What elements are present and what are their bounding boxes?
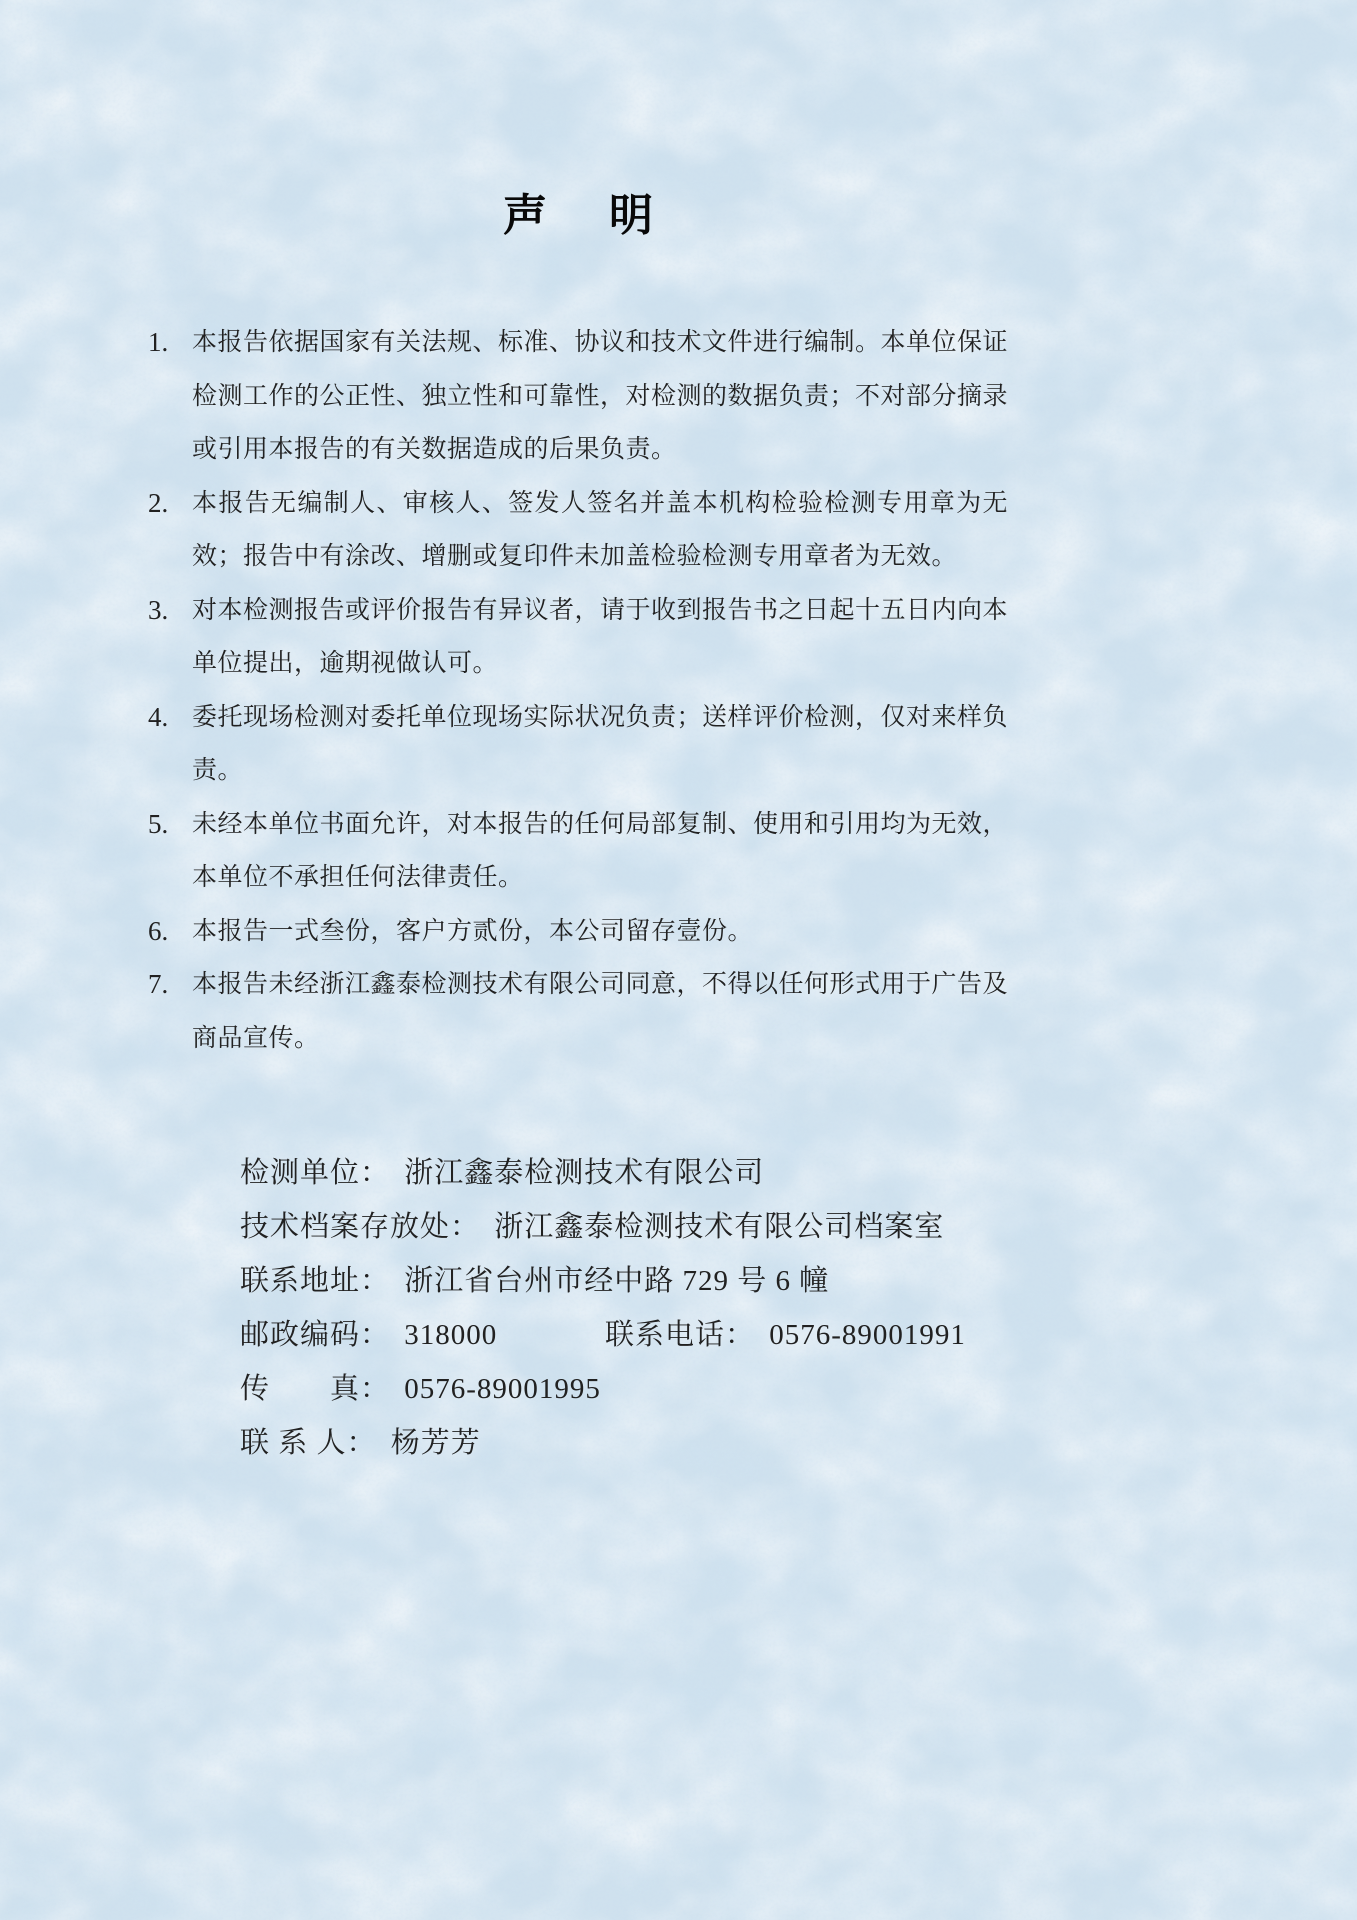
- contact-pair: [240, 1146, 764, 1200]
- contact-pair: [240, 1200, 944, 1254]
- declaration-text: 本报告依据国家有关法规、标准、协议和技术文件进行编制。本单位保证检测工作的公正性、独立性和可靠性，对检测的数据负责；不对部分摘录或引用本报告的有关数据造成的后果负责。: [192, 329, 1009, 463]
- declaration-text: 对本检测报告或评价报告有异议者，请于收到报告书之日起十五日内向本单位提出，逾期视做认可。: [192, 596, 1009, 677]
- contact-pair: [605, 1308, 966, 1362]
- declaration-text: 本报告一式叁份，客户方贰份，本公司留存壹份。: [192, 917, 754, 945]
- declaration-text: 未经本单位书面允许，对本报告的任何局部复制、使用和引用均为无效，本单位不承担任何法律责任。: [192, 810, 1009, 891]
- contact-value: 浙江鑫泰检测技术有限公司: [404, 1157, 765, 1189]
- declaration-number: 3.: [148, 594, 169, 625]
- declaration-item: [148, 477, 1008, 584]
- declaration-text: 委托现场检测对委托单位现场实际状况负责；送样评价检测，仅对来样负责。: [192, 703, 1009, 784]
- contact-label: 邮政编码：: [240, 1319, 391, 1351]
- contact-value: 0576-89001991: [769, 1319, 966, 1351]
- contact-label: 联系电话：: [605, 1319, 756, 1351]
- declaration-item: [148, 316, 1008, 477]
- contact-row: [240, 1200, 966, 1254]
- contact-label: 传 真：: [240, 1373, 391, 1405]
- declaration-item: [148, 798, 1008, 905]
- contact-value: 318000: [404, 1319, 498, 1351]
- contact-block: [240, 1146, 966, 1470]
- contact-pair: [240, 1254, 829, 1308]
- contact-row: [240, 1146, 966, 1200]
- contact-pair: [240, 1362, 601, 1416]
- declaration-number: 7.: [148, 969, 169, 999]
- page-title: [148, 192, 1008, 240]
- contact-label: 技术档案存放处：: [240, 1211, 481, 1243]
- declaration-item: [148, 584, 1008, 691]
- declaration-item: [148, 691, 1008, 798]
- contact-value: 杨芳芳: [390, 1427, 481, 1459]
- declaration-text: 本报告未经浙江鑫泰检测技术有限公司同意，不得以任何形式用于广告及商品宣传。: [192, 971, 1009, 1052]
- contact-label: 检测单位：: [240, 1157, 391, 1189]
- contact-value: 0576-89001995: [404, 1373, 601, 1405]
- declaration-number: 1.: [148, 327, 169, 357]
- declaration-number: 5.: [148, 808, 169, 839]
- contact-value: 浙江省台州市经中路 729 号 6 幢: [404, 1265, 830, 1297]
- declaration-list: [148, 316, 1008, 1065]
- contact-row: [240, 1416, 966, 1470]
- declaration-number: 6.: [148, 915, 169, 946]
- declaration-text: 本报告无编制人、审核人、签发人签名并盖本机构检验检测专用章为无效；报告中有涂改、增删或复印件未加盖检验检测专用章者为无效。: [192, 489, 1008, 570]
- contact-pair: [240, 1308, 605, 1362]
- contact-pair: [240, 1416, 481, 1470]
- declaration-item: [148, 958, 1008, 1065]
- declaration-item: [148, 905, 1008, 959]
- contact-row: [240, 1362, 966, 1416]
- declaration-number: 2.: [148, 487, 169, 518]
- contact-value: 浙江鑫泰检测技术有限公司档案室: [494, 1211, 945, 1243]
- contact-label: 联 系 人：: [240, 1427, 377, 1459]
- contact-label: 联系地址：: [240, 1265, 391, 1297]
- page-title-char-left: 声: [503, 191, 547, 240]
- document-body: [148, 192, 1008, 1065]
- contact-row: [240, 1254, 966, 1308]
- declaration-number: 4.: [148, 701, 169, 732]
- page-title-char-right: 明: [609, 191, 653, 240]
- contact-row: [240, 1308, 966, 1362]
